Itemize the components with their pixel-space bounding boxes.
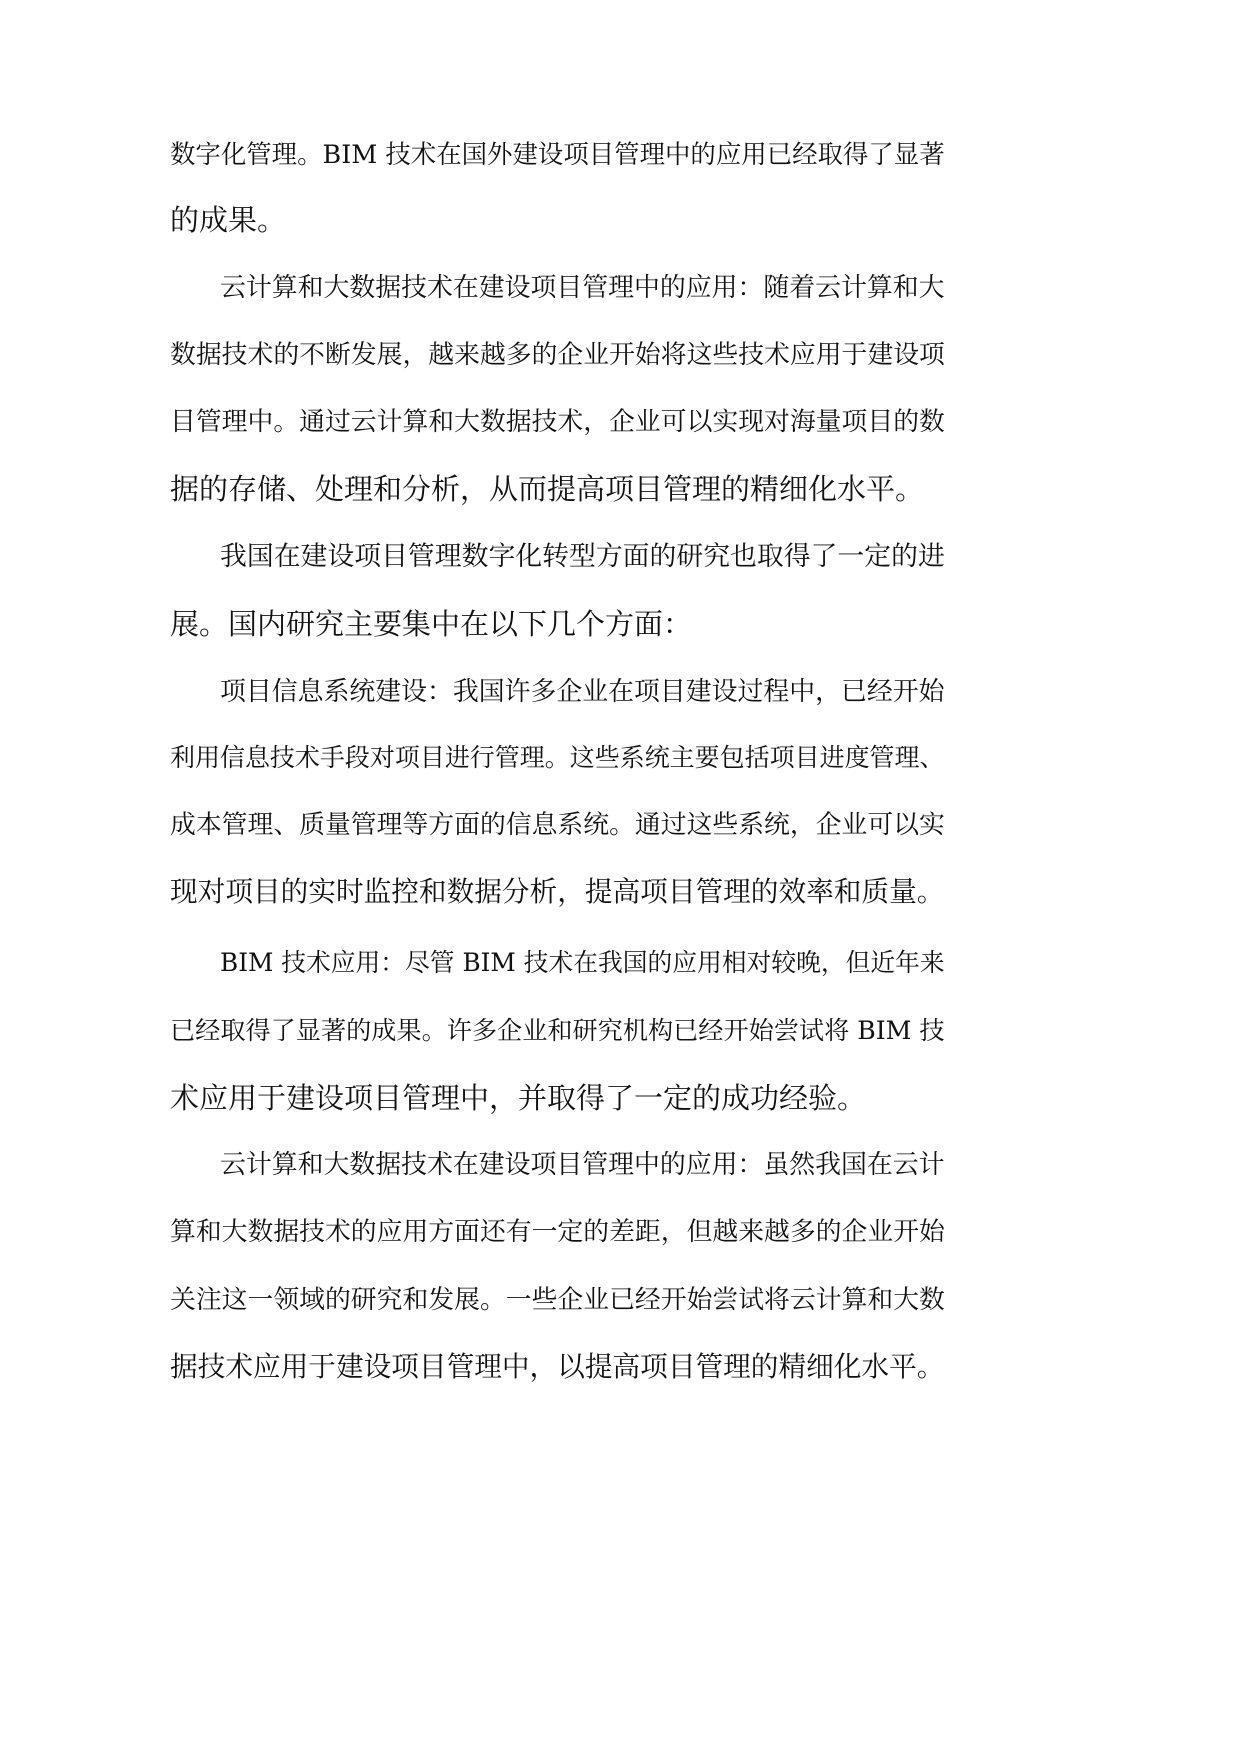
paragraph-line (0, 190, 1241, 250)
paragraph-line (0, 459, 1241, 519)
paragraph-line (0, 258, 1241, 318)
paragraph-line (0, 124, 1241, 184)
line-text: 项目信息系统建设：我国许多企业在项目建设过程中，已经开始 (220, 677, 945, 707)
paragraph-line (0, 1068, 1241, 1128)
paragraph-line (0, 392, 1241, 452)
paragraph-line (0, 795, 1241, 855)
line-text: BIM 技术应用：尽管 BIM 技术在我国的应用相对较晚，但近年来 (220, 948, 945, 977)
paragraph-line (0, 1001, 1241, 1061)
line-text: 关注这一领域的研究和发展。一些企业已经开始尝试将云计算和大数 (170, 1285, 945, 1315)
paragraph-line (0, 1337, 1241, 1397)
line-text: 数字化管理。BIM 技术在国外建设项目管理中的应用已经取得了显著 (170, 139, 945, 169)
line-text: 的成果。 (170, 203, 287, 237)
line-text: 算和大数据技术的应用方面还有一定的差距，但越来越多的企业开始 (170, 1217, 945, 1247)
paragraph-line (0, 594, 1241, 654)
line-text: 成本管理、质量管理等方面的信息系统。通过这些系统，企业可以实 (170, 810, 945, 840)
line-text: 现对项目的实时监控和数据分析，提高项目管理的效率和质量。 (170, 875, 945, 908)
line-text: 云计算和大数据技术在建设项目管理中的应用：随着云计算和大 (220, 273, 945, 303)
paragraph-line (0, 527, 1241, 587)
paragraph-line (0, 1202, 1241, 1262)
line-text: 目管理中。通过云计算和大数据技术，企业可以实现对海量项目的数 (170, 407, 945, 437)
line-text: 我国在建设项目管理数字化转型方面的研究也取得了一定的进 (220, 541, 945, 572)
line-text: 展。国内研究主要集中在以下几个方面： (170, 607, 693, 641)
paragraph-line (0, 662, 1241, 722)
line-text: 已经取得了显著的成果。许多企业和研究机构已经开始尝试将 BIM 技 (170, 1016, 945, 1045)
line-text: 据技术应用于建设项目管理中，以提高项目管理的精细化水平。 (170, 1350, 945, 1383)
paragraph-line (0, 933, 1241, 993)
paragraph-line (0, 325, 1241, 385)
line-text: 云计算和大数据技术在建设项目管理中的应用：虽然我国在云计 (220, 1150, 945, 1180)
line-text: 数据技术的不断发展，越来越多的企业开始将这些技术应用于建设项 (170, 340, 945, 370)
line-text: 利用信息技术手段对项目进行管理。这些系统主要包括项目进度管理、 (170, 743, 945, 772)
paragraph-line (0, 862, 1241, 922)
paragraph-line (0, 728, 1241, 788)
line-text: 术应用于建设项目管理中，并取得了一定的成功经验。 (170, 1081, 867, 1115)
paragraph-line (0, 1270, 1241, 1330)
paragraph-line (0, 1135, 1241, 1195)
line-text: 据的存储、处理和分析，从而提高项目管理的精细化水平。 (170, 472, 925, 506)
